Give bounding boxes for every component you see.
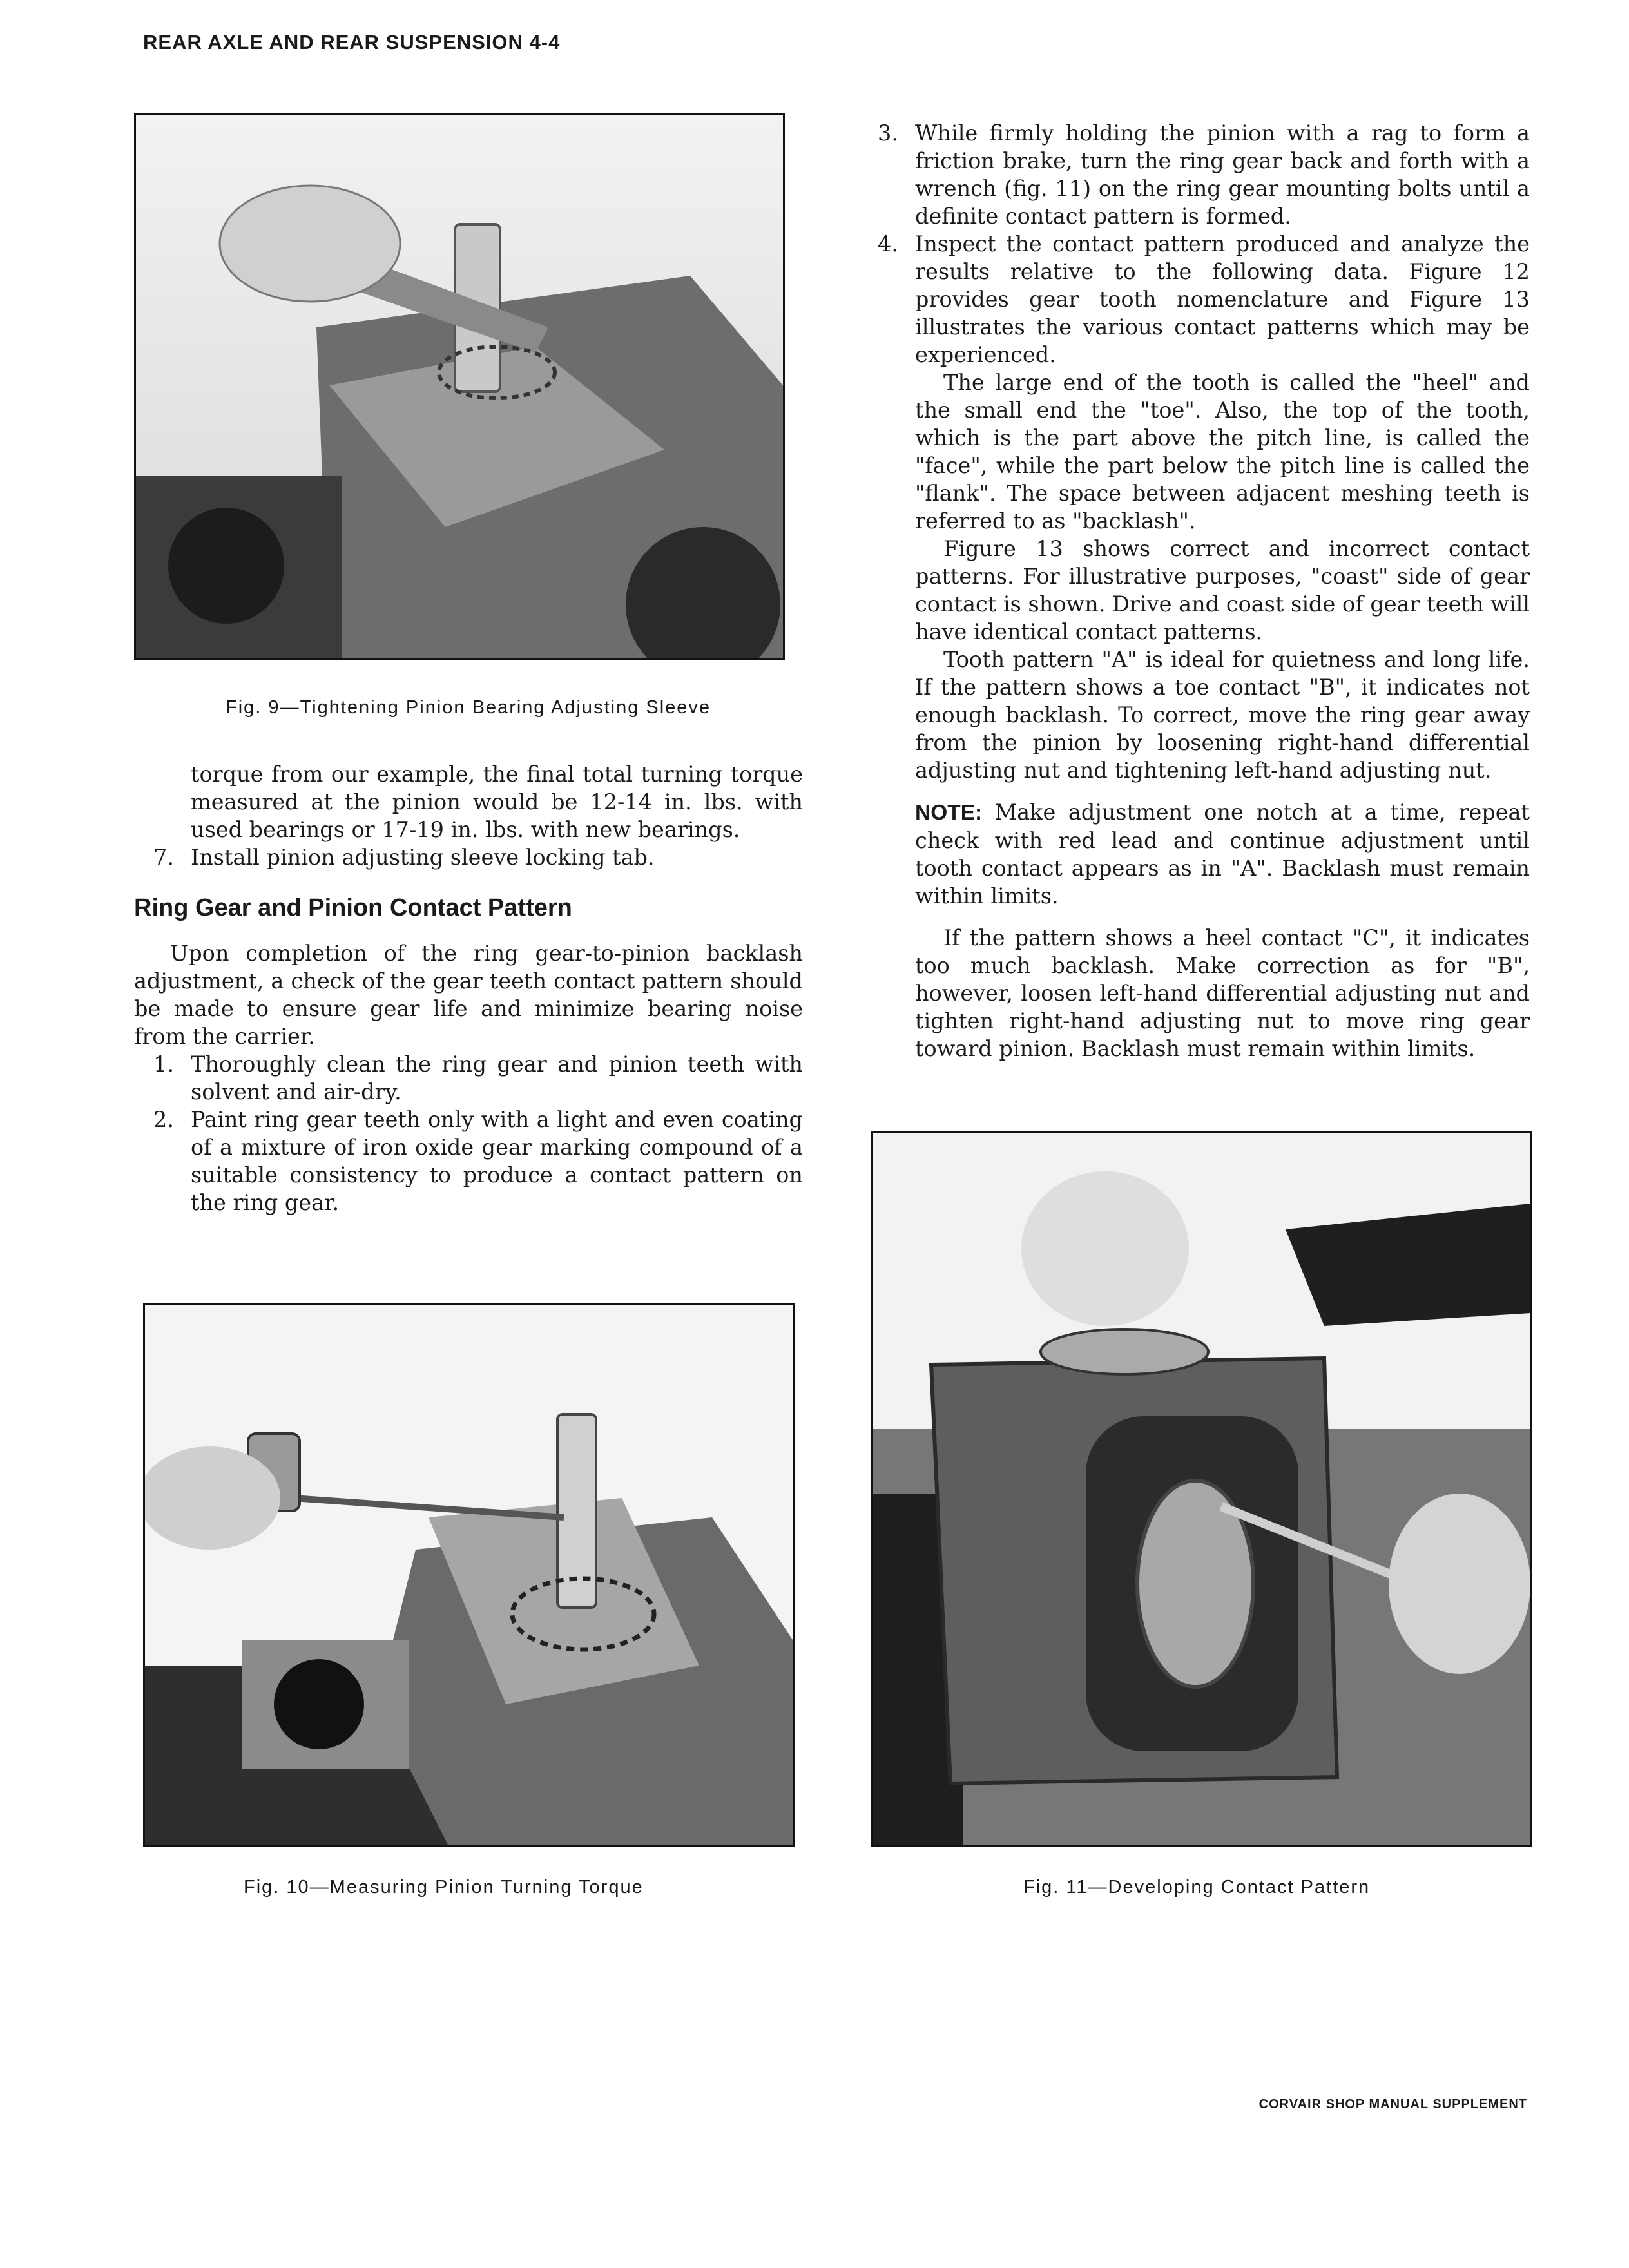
list-text-1: Thoroughly clean the ring gear and pinion teeth with solvent and air-dry. bbox=[191, 1052, 803, 1104]
list-text-4: Inspect the contact pattern produced and analyze the results relative to the following data. Figure 12 provides gear tooth nomenclature and Figure 13 illustrates the various contact patterns which may be experienced. bbox=[915, 231, 1530, 367]
paragraph-figure13: Figure 13 shows correct and incorrect contact patterns. For illustrative purposes, "coast" side of gear contact is shown. Drive and coast side of gear teeth will have identical contact patterns. bbox=[915, 536, 1530, 644]
left-column-text bbox=[134, 760, 803, 1216]
list-item-7 bbox=[134, 843, 803, 871]
list-item-2 bbox=[134, 1106, 803, 1216]
list-item-1 bbox=[134, 1050, 803, 1106]
fig11-caption: Fig. 11—Developing Contact Pattern bbox=[1023, 1877, 1371, 1898]
right-column-text bbox=[878, 119, 1530, 1062]
list-number-2: 2. bbox=[153, 1107, 174, 1132]
page-header: REAR AXLE AND REAR SUSPENSION 4-4 bbox=[143, 31, 561, 53]
page-footer: CORVAIR SHOP MANUAL SUPPLEMENT bbox=[1258, 2097, 1527, 2111]
list-item-4 bbox=[878, 230, 1530, 369]
paragraph-tooth-pattern-a: Tooth pattern "A" is ideal for quietness and long life. If the pattern shows a toe contact "B", it indicates not enough backlash. To correct, move the ring gear away from the pinion by loosening right-hand differential adjusting nut and tightening left-hand adjusting nut. bbox=[915, 647, 1530, 783]
list-text-2: Paint ring gear teeth only with a light and even coating of a mixture of iron oxide gear marking compound of a suitable consistency to produce a contact pattern on the ring gear. bbox=[191, 1107, 803, 1215]
paragraph-heel-contact-c: If the pattern shows a heel contact "C", it indicates too much backlash. Make correction as for "B", however, loosen left-hand differential adjusting nut and tighten right-hand adjusting nut to move ring gear toward pinion. Backlash must remain within limits. bbox=[915, 925, 1530, 1061]
left-paragraph-torque: torque from our example, the final total turning torque measured at the pinion would be 12-14 in. lbs. with used bearings or 17-19 in. lbs. with new bearings. bbox=[191, 762, 803, 842]
fig10-photo bbox=[143, 1303, 795, 1847]
fig11-photo bbox=[871, 1131, 1532, 1847]
section-heading: Ring Gear and Pinion Contact Pattern bbox=[134, 894, 572, 921]
list-text-3: While firmly holding the pinion with a rag to form a friction brake, turn the ring gear back and forth with a wrench (fig. 11) on the ring gear mounting bolts until a definite contact pattern is formed. bbox=[915, 120, 1530, 229]
note-text: Make adjustment one notch at a time, repeat check with red lead and continue adjustment until tooth contact appears as in "A". Backlash must remain within limits. bbox=[915, 800, 1530, 908]
left-paragraph-intro: Upon completion of the ring gear-to-pinion backlash adjustment, a check of the gear teeth contact pattern should be made to ensure gear life and minimize bearing noise from the carrier. bbox=[134, 941, 803, 1049]
list-number-1: 1. bbox=[153, 1052, 174, 1077]
note-label: NOTE: bbox=[915, 801, 983, 825]
list-item-3 bbox=[878, 119, 1530, 230]
note-paragraph bbox=[915, 798, 1530, 910]
list-number-3: 3. bbox=[878, 120, 898, 146]
paragraph-heel-toe: The large end of the tooth is called the "heel" and the small end the "toe". Also, the top of the tooth, which is the part above the pitch line, is called the "face", while the part below the pitch line is called the "flank". The space between adjacent meshing teeth is referred to as "backlash". bbox=[915, 370, 1530, 533]
list-number-7: 7. bbox=[153, 845, 174, 870]
fig10-caption: Fig. 10—Measuring Pinion Turning Torque bbox=[244, 1877, 644, 1898]
fig9-caption: Fig. 9—Tightening Pinion Bearing Adjusting Sleeve bbox=[226, 697, 711, 718]
list-number-4: 4. bbox=[878, 231, 898, 256]
fig9-photo bbox=[134, 113, 785, 660]
list-text-7: Install pinion adjusting sleeve locking tab. bbox=[191, 845, 655, 870]
